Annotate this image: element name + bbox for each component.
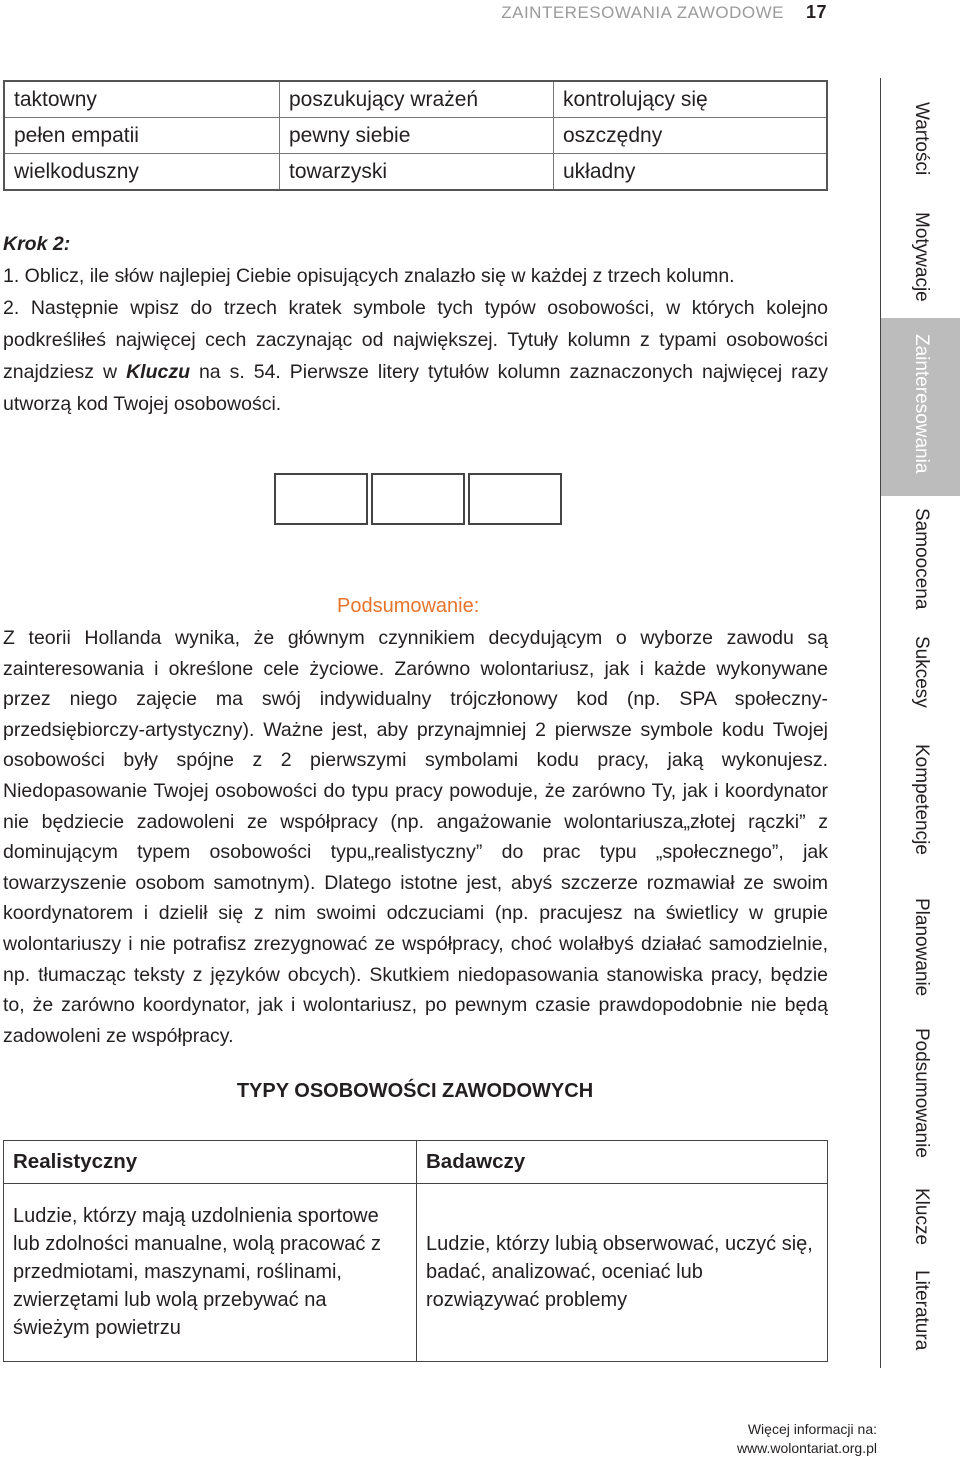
sidebar-item-motywacje[interactable]: Motywacje (911, 212, 932, 302)
word-cell[interactable]: towarzyski (280, 154, 554, 191)
word-cell[interactable]: układny (554, 154, 828, 191)
type-description: Ludzie, którzy lubią obserwować, uczyć się, badać, analizować, oceniać lub rozwiązywać problemy (426, 1233, 813, 1311)
word-cell[interactable]: poszukujący wrażeń (280, 81, 554, 118)
sidebar-item-planowanie[interactable]: Planowanie (911, 898, 932, 997)
type-name: Badawczy (426, 1150, 526, 1173)
summary-title: Podsumowanie: (337, 595, 480, 617)
summary-text: Z teorii Hollanda wynika, że głównym czynnikiem decydującym o wyborze zawodu są zainteresowania i określone cele życiowe. Zarówno wolontariusz, jak i każde wykonywane przez niego zajęcie ma swój indywidualny trójczłonowy kod (np. SPA społeczny-przedsiębiorczy-artystyczny). Ważne jest, aby przynajmniej 2 pierwsze symbole kodu Twojej osobowości były spójne z 2 pierwszymi symbolami kodu pracy, jaką wykonujesz. Niedopasowanie Twojej osobowości do typu pracy powoduje, że zarówno Ty, jak i koordynator nie będziecie zadowoleni ze współpracy (np. angażowanie wolontariusza„złotej rączki” z dominującym typem osobowości typu„realistyczny” do prac typu „społecznego”, jak towarzyszenie osobom samotnym). Dlatego istotne jest, abyś szczerze rozmawiał ze swoim koordynatorem i dzielił się z nim swoimi odczuciami (np. pracujesz na świetlicy w grupie wolontariuszy i nie potrafisz zrezygnować ze współpracy, choć wolałbyś działać samodzielnie, np. tłumacząc teksty z języków obcych). Skutkiem niedopasowania stanowiska pracy, będzie to, że zarówno koordynator, jak i wolontariusz, po pewnym czasie prawdopodobnie nie będą zadowoleni ze współpracy. (3, 627, 828, 1047)
type-investigative (417, 1141, 827, 1361)
word-cell[interactable]: kontrolujący się (554, 81, 828, 118)
table-row (4, 154, 827, 191)
sidebar-item-samoocena[interactable]: Samoocena (911, 508, 932, 610)
header-divider (4, 1183, 827, 1184)
step-1-text: 1. Oblicz, ile słów najlepiej Ciebie opisujących znalazło się w każdej z trzech kolumn. (3, 265, 735, 287)
table-row (4, 118, 827, 154)
sidebar-item-kompetencje[interactable]: Kompetencje (911, 744, 932, 855)
chapter-sidebar (880, 78, 960, 1368)
table-row (4, 81, 827, 118)
step-title: Krok 2: (3, 233, 71, 255)
footer-url[interactable]: www.wolontariat.org.pl (736, 1440, 877, 1456)
sidebar-divider (880, 78, 881, 1368)
type-realistic (4, 1141, 417, 1361)
type-description: Ludzie, którzy mają uzdolnienia sportowe lub zdolności manualne, wolą pracować z przedmiotami, maszynami, roślinami, zwierzętami lub wolą przebywać na świeżym powietrzu (13, 1205, 381, 1339)
key-reference: Kluczu (126, 361, 190, 383)
code-box-2[interactable] (371, 473, 465, 525)
footer-label: Więcej informacji na: (747, 1421, 877, 1437)
word-cell[interactable]: pełen empatii (4, 118, 280, 154)
running-header (501, 2, 827, 23)
page-number: 17 (805, 2, 827, 22)
step-2-text: 2. Następnie wpisz do trzech kratek symbole tych typów osobowości, w których kolejno podkreśliłeś najwięcej cech zaczynając od największej. Tytuły kolumn z typami osobowości znajdziesz w Kluczu na s. 54. Pierwsze litery tytułów kolumn zaznaczonych najwięcej razy utworzą kod Twojej osobowości. (3, 297, 829, 415)
word-cell[interactable]: pewny siebie (280, 118, 554, 154)
footer (737, 1420, 877, 1458)
section-title: ZAINTERESOWANIA ZAWODOWE (501, 3, 784, 22)
personality-code-boxes (274, 473, 562, 525)
sidebar-item-sukcesy[interactable]: Sukcesy (911, 636, 932, 708)
types-heading: TYPY OSOBOWOŚCI ZAWODOWYCH (236, 1080, 594, 1102)
sidebar-item-zainteresowania[interactable]: Zainteresowania (911, 334, 932, 474)
personality-words-table (3, 80, 828, 191)
sidebar-item-literatura[interactable]: Literatura (911, 1270, 932, 1351)
type-name: Realistyczny (13, 1150, 138, 1173)
sidebar-item-klucze[interactable]: Klucze (911, 1188, 932, 1246)
code-box-1[interactable] (274, 473, 368, 525)
word-cell[interactable]: oszczędny (554, 118, 828, 154)
code-box-3[interactable] (468, 473, 562, 525)
sidebar-item-podsumowanie[interactable]: Podsumowanie (911, 1028, 932, 1158)
sidebar-item-wartosci[interactable]: Wartości (911, 102, 932, 176)
step-2-instructions (3, 228, 828, 420)
word-cell[interactable]: wielkoduszny (4, 154, 280, 191)
word-cell[interactable]: taktowny (4, 81, 280, 118)
personality-types-table (3, 1140, 828, 1362)
